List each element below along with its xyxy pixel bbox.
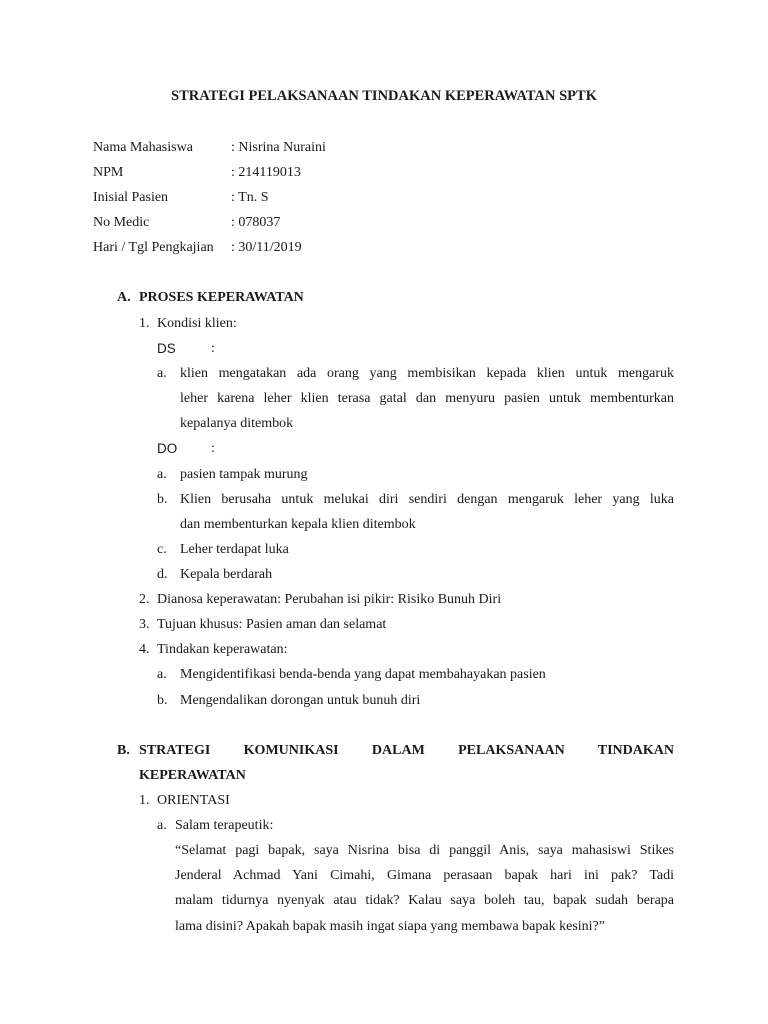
item2-number: 2. — [139, 592, 150, 607]
section-a-heading: PROSES KEPERAWATAN — [139, 290, 304, 305]
quote-line-2: Jenderal Achmad Yani Cimahi, Gimana perasaan bapak hari ini pak? Tadi — [175, 868, 674, 883]
section-b-heading-line-2: KEPERAWATAN — [139, 768, 246, 783]
do-b-marker: b. — [157, 492, 168, 507]
do-a-marker: a. — [157, 467, 167, 482]
item4-b-text: Mengendalikan dorongan untuk bunuh diri — [180, 693, 421, 708]
do-b-line-1: Klien berusaha untuk melukai diri sendiri dengan mengaruk leher yang luka — [180, 492, 674, 507]
info-label-nomedic: No Medic — [93, 215, 150, 230]
ds-a-line-1: klien mengatakan ada orang yang membisikan kepada klien untuk mengaruk — [180, 366, 674, 381]
do-colon: : — [211, 441, 215, 456]
info-value-npm: : 214119013 — [231, 165, 301, 180]
info-value-tanggal: : 30/11/2019 — [231, 240, 302, 255]
quote-line-1: “Selamat pagi bapak, saya Nisrina bisa di panggil Anis, saya mahasiswi Stikes — [175, 843, 674, 858]
salam-text: Salam terapeutik: — [175, 818, 274, 833]
salam-marker: a. — [157, 818, 167, 833]
item4-text: Tindakan keperawatan: — [157, 642, 288, 657]
do-a-text: pasien tampak murung — [180, 467, 308, 482]
item4-b-marker: b. — [157, 693, 168, 708]
info-label-npm: NPM — [93, 165, 124, 180]
item3-text: Tujuan khusus: Pasien aman dan selamat — [157, 617, 387, 632]
info-label-nama: Nama Mahasiswa — [93, 140, 193, 155]
document-title: STRATEGI PELAKSANAAN TINDAKAN KEPERAWATAN SPTK — [171, 88, 597, 104]
orientasi-number: 1. — [139, 793, 150, 808]
info-label-inisial: Inisial Pasien — [93, 190, 169, 205]
orientasi-text: ORIENTASI — [157, 793, 230, 808]
info-value-nomedic: : 078037 — [231, 215, 281, 230]
quote-line-3: malam tidurnya nyenyak atau tidak? Kalau saya boleh tau, bapak sudah berapa — [175, 893, 674, 908]
section-b-letter: B. — [117, 743, 130, 758]
ds-label: DS — [157, 341, 176, 356]
info-value-nama: : Nisrina Nuraini — [231, 140, 326, 155]
do-b-line-2: dan membenturkan kepala klien ditembok — [180, 517, 416, 532]
item4-number: 4. — [139, 642, 150, 657]
ds-a-line-2: leher karena leher klien terasa gatal dan menyuru pasien untuk membenturkan — [180, 391, 674, 406]
ds-colon: : — [211, 341, 215, 356]
info-value-inisial: : Tn. S — [231, 190, 269, 205]
kondisi-number: 1. — [139, 316, 150, 331]
kondisi-label: Kondisi klien: — [157, 316, 237, 331]
do-label: DO — [157, 441, 178, 456]
item2-text: Dianosa keperawatan: Perubahan isi pikir: Risiko Bunuh Diri — [157, 592, 502, 607]
section-b-heading-line-1: STRATEGI KOMUNIKASI DALAM PELAKSANAAN TINDAKAN — [139, 743, 674, 758]
ds-a-marker: a. — [157, 366, 167, 381]
section-a-letter: A. — [117, 290, 131, 305]
do-c-text: Leher terdapat luka — [180, 542, 289, 557]
do-d-marker: d. — [157, 567, 168, 582]
ds-a-line-3: kepalanya ditembok — [180, 416, 294, 431]
do-c-marker: c. — [157, 542, 167, 557]
item4-a-marker: a. — [157, 667, 167, 682]
quote-line-4: lama disini? Apakah bapak masih ingat siapa yang membawa bapak kesini?” — [175, 919, 605, 934]
info-label-tanggal: Hari / Tgl Pengkajian — [93, 240, 214, 255]
item4-a-text: Mengidentifikasi benda-benda yang dapat membahayakan pasien — [180, 667, 546, 682]
do-d-text: Kepala berdarah — [180, 567, 273, 582]
item3-number: 3. — [139, 617, 150, 632]
